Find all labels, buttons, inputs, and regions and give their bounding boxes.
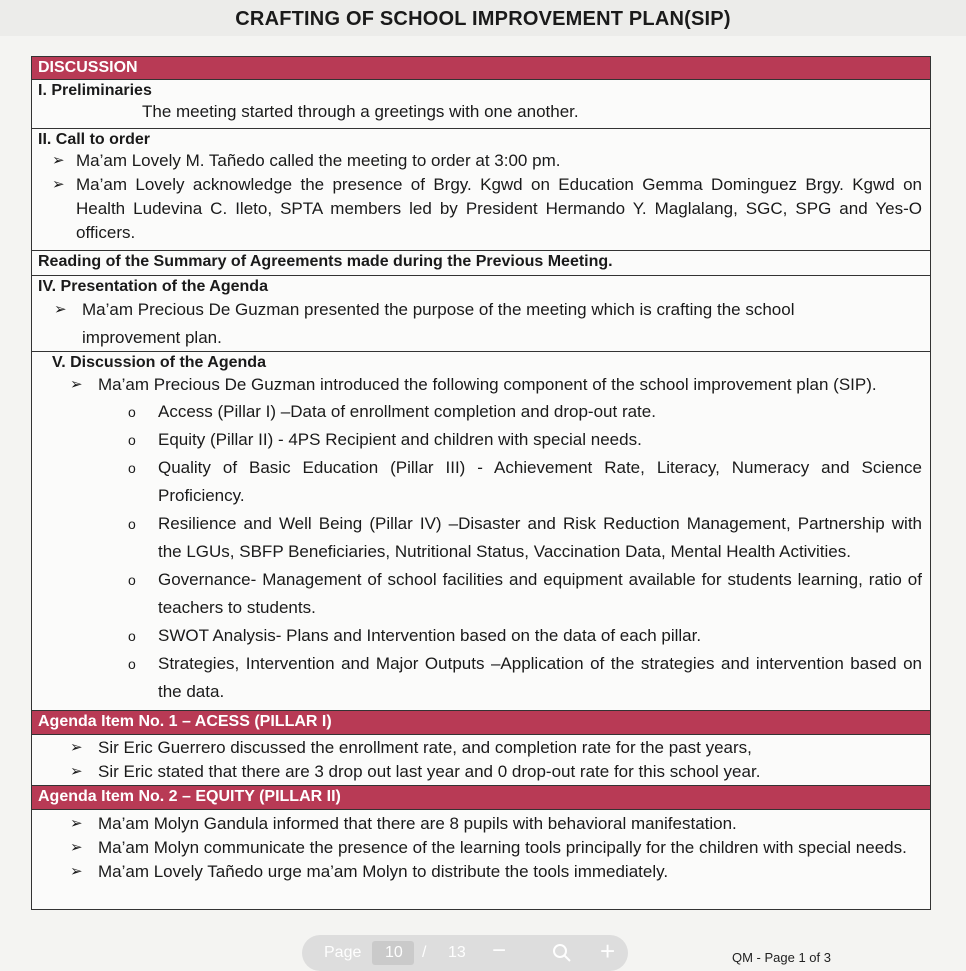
preliminaries-section <box>32 80 930 129</box>
zoom-out-icon[interactable]: − <box>492 937 507 964</box>
preliminaries-heading: I. Preliminaries <box>38 82 152 99</box>
component-item: o SWOT Analysis- Plans and Intervention based on the data of each pillar. <box>128 622 922 650</box>
circle-bullet-icon: o <box>128 404 136 420</box>
component-item: o Governance- Management of school facilities and equipment available for students learning, ratio of teachers to students. <box>128 566 922 622</box>
discussion-header: DISCUSSION <box>32 57 930 80</box>
list-item: ➢ Ma’am Lovely Tañedo urge ma’am Molyn to distribute the tools immediately. <box>70 860 922 884</box>
reading-summary-section <box>32 251 930 276</box>
viewer-footer <box>0 935 966 970</box>
arrow-bullet-icon: ➢ <box>54 301 67 318</box>
agenda-1-section <box>32 735 930 786</box>
footer-page-note: QM - Page 1 of 3 <box>732 950 831 965</box>
call-to-order-section <box>32 129 930 251</box>
arrow-bullet-icon: ➢ <box>70 863 83 880</box>
arrow-bullet-icon: ➢ <box>70 839 83 856</box>
call-to-order-heading: II. Call to order <box>38 131 151 148</box>
reading-summary-heading: Reading of the Summary of Agreements made during the Previous Meeting. <box>38 253 613 270</box>
preliminaries-text: The meeting started through a greetings with one another. <box>142 102 579 121</box>
component-item: o Strategies, Intervention and Major Outputs –Application of the strategies and intervention based on the data. <box>128 650 922 706</box>
list-item: ➢ Sir Eric stated that there are 3 drop out last year and 0 drop-out rate for this school year. <box>70 760 922 784</box>
discussion-heading: V. Discussion of the Agenda <box>52 354 266 371</box>
arrow-bullet-icon: ➢ <box>70 763 83 780</box>
list-item: ➢ Ma’am Molyn communicate the presence of the learning tools principally for the children with special needs. <box>70 836 922 860</box>
discussion-section <box>32 352 930 711</box>
circle-bullet-icon: o <box>128 572 136 588</box>
arrow-bullet-icon: ➢ <box>52 176 65 193</box>
presentation-heading: IV. Presentation of the Agenda <box>38 278 268 295</box>
minutes-table <box>31 56 931 910</box>
circle-bullet-icon: o <box>128 516 136 532</box>
circle-bullet-icon: o <box>128 628 136 644</box>
total-pages: 13 <box>448 944 466 961</box>
component-item: o Access (Pillar I) –Data of enrollment completion and drop-out rate. <box>128 398 922 426</box>
arrow-bullet-icon: ➢ <box>70 815 83 832</box>
zoom-icon[interactable] <box>552 943 572 963</box>
agenda-1-header: Agenda Item No. 1 – ACESS (PILLAR I) <box>32 711 930 735</box>
arrow-bullet-icon: ➢ <box>70 739 83 756</box>
circle-bullet-icon: o <box>128 460 136 476</box>
list-item: ➢ Ma’am Lovely M. Tañedo called the meeting to order at 3:00 pm. <box>52 149 922 173</box>
component-item: o Quality of Basic Education (Pillar III) - Achievement Rate, Literacy, Numeracy and Science Proficiency. <box>128 454 922 510</box>
list-item: ➢ Sir Eric Guerrero discussed the enrollment rate, and completion rate for the past years, <box>70 736 922 760</box>
zoom-in-icon[interactable]: + <box>600 936 616 966</box>
component-item: o Resilience and Well Being (Pillar IV) –Disaster and Risk Reduction Management, Partnership with the LGUs, SBFP Beneficiaries, Nutritional Status, Vaccination Data, Mental Health Activities. <box>128 510 922 566</box>
arrow-bullet-icon: ➢ <box>70 376 83 393</box>
page-separator: / <box>422 944 427 961</box>
agenda-2-section <box>32 810 930 908</box>
presentation-section <box>32 276 930 352</box>
agenda-2-header: Agenda Item No. 2 – EQUITY (PILLAR II) <box>32 786 930 810</box>
page-navigator <box>302 935 628 971</box>
current-page[interactable]: 10 <box>385 944 403 961</box>
circle-bullet-icon: o <box>128 656 136 672</box>
page-label: Page <box>324 944 362 961</box>
list-item: ➢ Ma’am Precious De Guzman introduced the following component of the school improvement plan (SIP). <box>70 372 922 398</box>
document-title: CRAFTING OF SCHOOL IMPROVEMENT PLAN(SIP) <box>235 8 731 30</box>
component-item: o Equity (Pillar II) - 4PS Recipient and children with special needs. <box>128 426 922 454</box>
list-item: ➢ Ma’am Molyn Gandula informed that there are 8 pupils with behavioral manifestation. <box>70 812 922 836</box>
arrow-bullet-icon: ➢ <box>52 152 65 169</box>
circle-bullet-icon: o <box>128 432 136 448</box>
list-item: ➢ Ma’am Precious De Guzman presented the purpose of the meeting which is crafting the school improvement plan. <box>54 296 850 352</box>
list-item: ➢ Ma’am Lovely acknowledge the presence of Brgy. Kgwd on Education Gemma Dominguez Brgy. Kgwd on Health Ludevina C. Ileto, SPTA members led by President Hermando Y. Maglalang, SGC, SPG and Yes-O officers. <box>52 175 922 242</box>
